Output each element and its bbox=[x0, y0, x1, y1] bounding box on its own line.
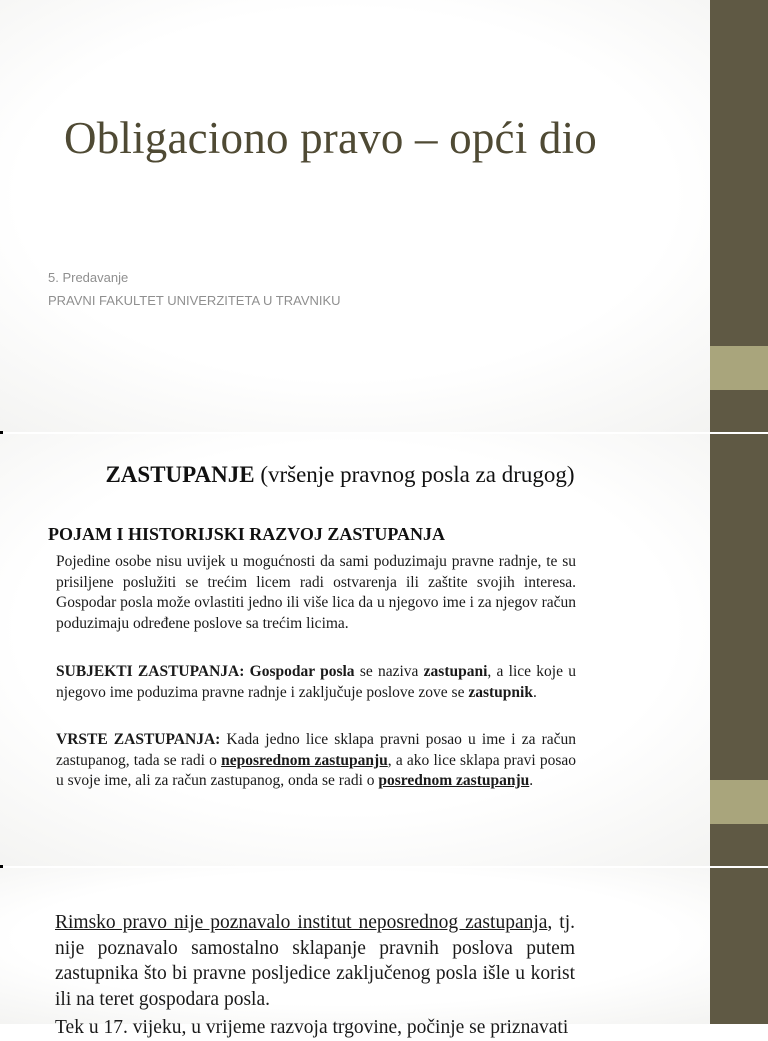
heading-rest: (vršenje pravnog posla za drugog) bbox=[254, 462, 575, 487]
sidebar-decoration bbox=[710, 868, 768, 1024]
paragraph-text: . bbox=[529, 772, 534, 790]
sidebar-accent bbox=[710, 346, 768, 390]
paragraph-text: , tj. nije poznavalo samostalno sklapanje pravnih poslova putem zastupnika što bi pravne posljedice zaključenog posla išle u korist ili na teret gospodara posla. bbox=[55, 912, 575, 1010]
lecture-number: 5. Predavanje bbox=[48, 270, 129, 285]
paragraph-text: , a ako lice sklapa pravi posao u svoje ime, ali za račun zastupanog, onda se radi o bbox=[56, 751, 576, 790]
term-zastupnik: zastupnik bbox=[468, 683, 533, 701]
underlined-statement: Rimsko pravo nije poznavalo institut neposrednog zastupanja bbox=[55, 912, 548, 933]
heading-bold: ZASTUPANJE bbox=[105, 462, 255, 487]
slide-heading bbox=[60, 460, 620, 490]
paragraph-text: , a lice koje u njegovo ime poduzima pravne radnje i zaključuje poslove zove se bbox=[56, 663, 576, 701]
slide-subheading: POJAM I HISTORIJSKI RAZVOJ ZASTUPANJA bbox=[48, 524, 446, 544]
label-vrste: VRSTE ZASTUPANJA: bbox=[56, 731, 221, 748]
term-posredno-zastupanje: posrednom zastupanju bbox=[378, 772, 530, 790]
paragraph-rimsko-pravo bbox=[55, 910, 575, 1012]
slide-zastupanje bbox=[0, 434, 768, 866]
paragraph-subjekti bbox=[56, 662, 576, 703]
sidebar-decoration bbox=[710, 434, 768, 866]
label-subjekti: SUBJEKTI ZASTUPANJA: bbox=[56, 663, 245, 680]
term-gospodar-posla: Gospodar posla bbox=[244, 663, 355, 680]
presentation-title: Obligaciono pravo – opći dio bbox=[64, 113, 597, 163]
term-neposredno-zastupanje: neposrednom zastupanju bbox=[221, 751, 388, 769]
paragraph-vrste bbox=[56, 730, 576, 792]
paragraph-text: Kada jedno lice sklapa pravni posao u ime i za račun zastupanog, tada se radi o bbox=[56, 731, 576, 769]
slide-rimsko-pravo bbox=[0, 868, 768, 1038]
paragraph-intro: Pojedine osobe nisu uvijek u mogućnosti da sami poduzimaju pravne radnje, te su prisiljene poslužiti se trećim licem radi ostvarenja ili zaštite svojih interesa. Gospodar posla može ovlastiti jedno ili više lica da u njegovo ime i za njegov račun poduzimaju određene poslove sa trećim licima. bbox=[56, 553, 576, 632]
paragraph-text: se naziva bbox=[354, 663, 424, 680]
term-zastupani: zastupani bbox=[423, 663, 488, 680]
sidebar-accent bbox=[710, 780, 768, 824]
sidebar-decoration bbox=[710, 0, 768, 432]
paragraph-next: Tek u 17. vijeku, u vrijeme razvoja trgovine, počinje se priznavati bbox=[55, 1017, 569, 1038]
paragraph-text: . bbox=[532, 683, 537, 701]
faculty-name: PRAVNI FAKULTET UNIVERZITETA U TRAVNIKU bbox=[48, 293, 341, 308]
slide-title bbox=[0, 0, 768, 432]
